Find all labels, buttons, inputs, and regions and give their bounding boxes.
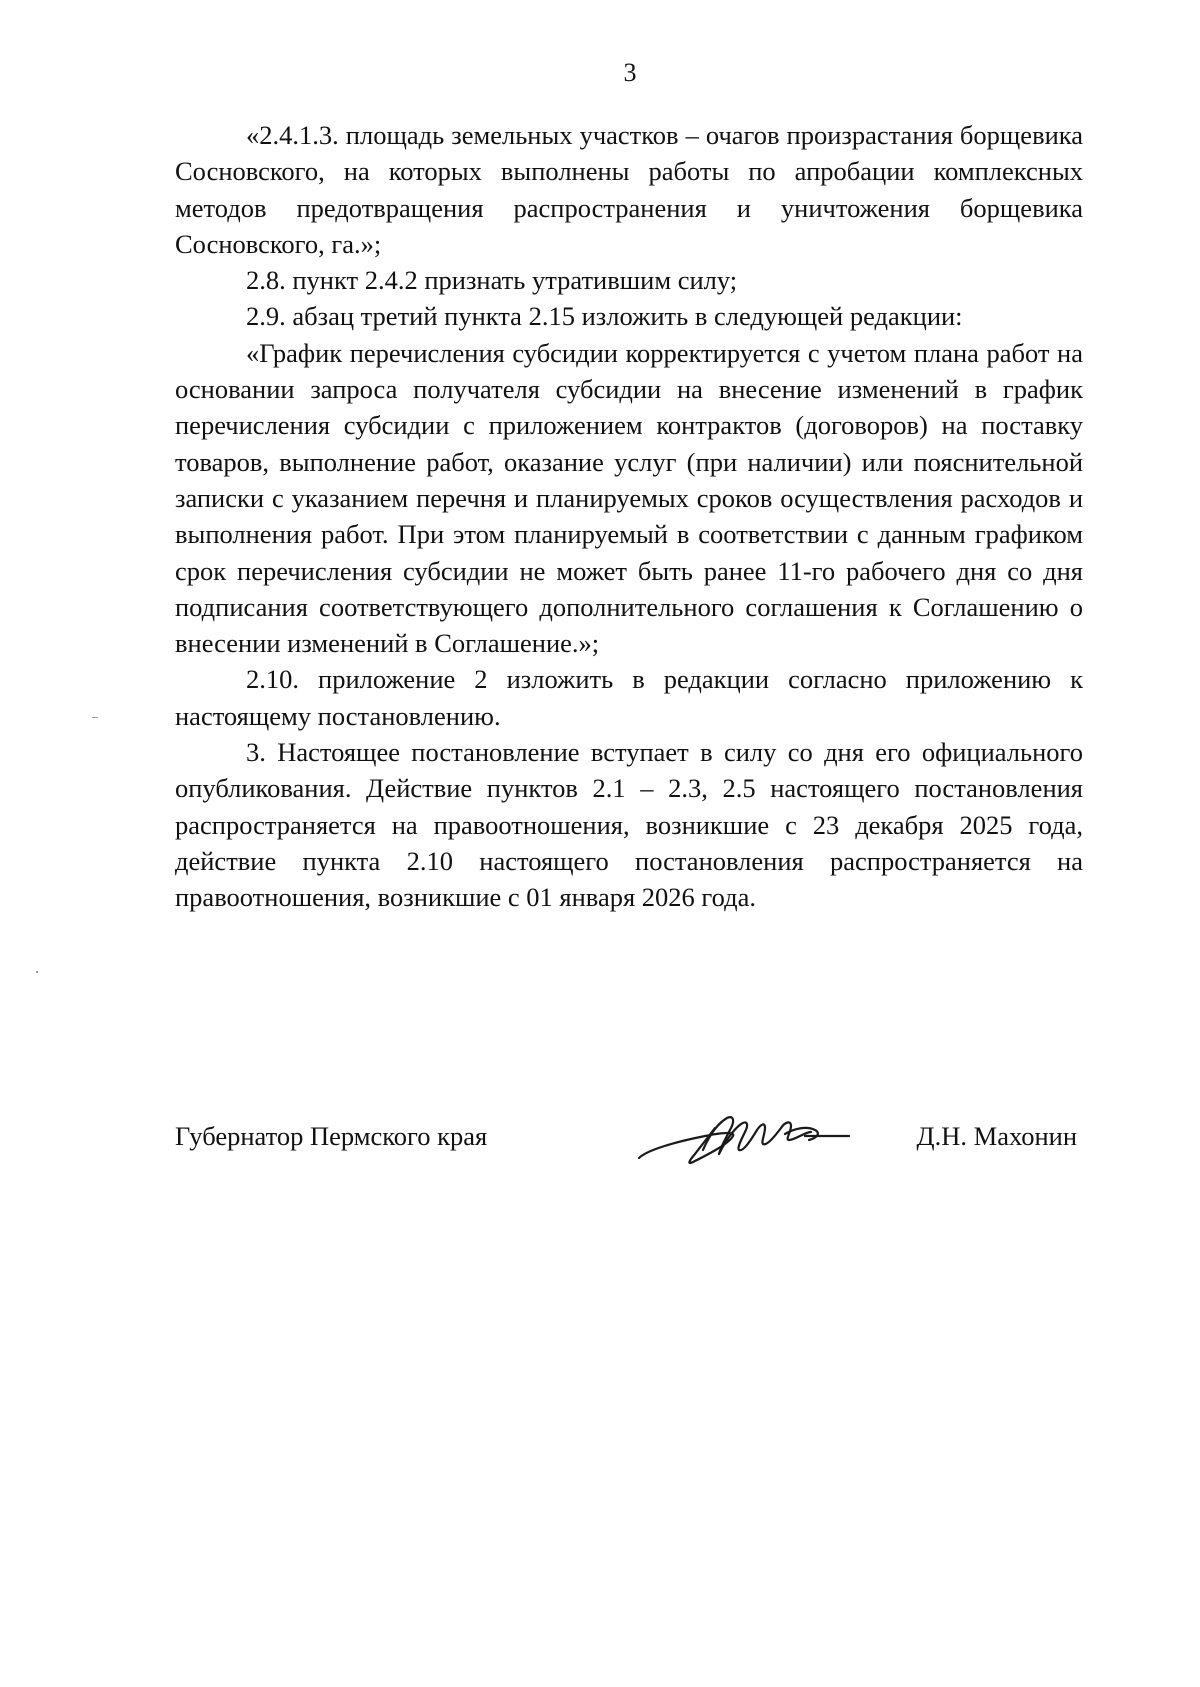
paragraph-2-9: 2.9. абзац третий пункта 2.15 изложить в следующей редакции: xyxy=(246,301,963,332)
document-body xyxy=(175,117,1083,916)
paragraph-schedule-quote: «График перечисления субсидии корректируется с учетом плана работ на основании запроса получателя субсидии на внесение изменений в график перечисления субсидии с приложением контрактов (договоров) на поставку товаров, выполнение работ, оказание услуг (при наличии) или пояснительной записки с указанием перечня и планируемых сроков осуществления расходов и выполнения работ. При этом планируемый в соответствии с данным графиком срок перечисления субсидии не может быть ранее 11-го рабочего дня со дня подписания соответствующего дополнительного соглашения к Соглашению о внесении изменений в Соглашение.»; xyxy=(175,337,1083,659)
paragraph-3: 3. Настоящее постановление вступает в силу со дня его официального опубликования. Действие пунктов 2.1 – 2.3, 2.5 настоящего постановления распространяется на правоотношения, возникшие с 23 декабря 2025 года, действие пункта 2.10 настоящего постановления распространяется на правоотношения, возникшие с 01 января 2026 года. xyxy=(175,737,1083,913)
paragraph-2-4-1-3: «2.4.1.3. площадь земельных участков – очагов произрастания борщевика Сосновского, на которых выполнены работы по апробации комплексных методов предотвращения распространения и уничтожения борщевика Сосновского, га.»; xyxy=(175,120,1083,259)
page-number: 3 xyxy=(623,58,637,87)
handwritten-signature xyxy=(635,1106,855,1172)
paragraph-2-10: 2.10. приложение 2 изложить в редакции согласно приложению к настоящему постановлению. xyxy=(175,664,1083,731)
scan-speck-left-lower xyxy=(36,971,38,973)
paragraph-2-8: 2.8. пункт 2.4.2 признать утратившим силу; xyxy=(246,265,738,296)
scan-speck-left-upper xyxy=(92,717,98,718)
signatory-name: Д.Н. Махонин xyxy=(916,1121,1077,1151)
signature-block xyxy=(175,1118,1077,1188)
signatory-title: Губернатор Пермского края xyxy=(175,1121,488,1151)
